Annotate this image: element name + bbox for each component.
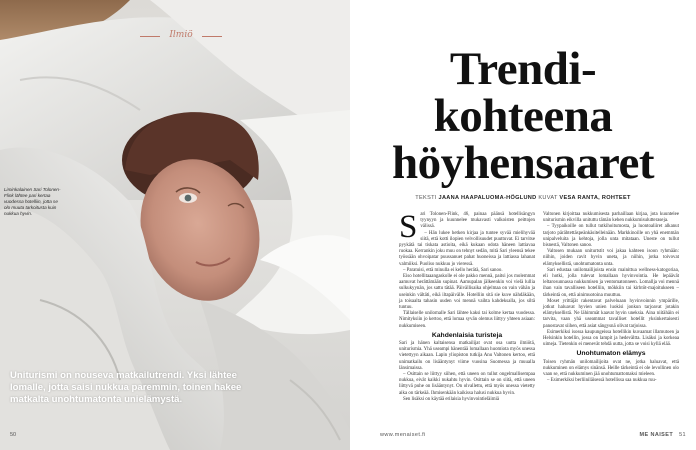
right-page <box>350 0 696 450</box>
byline <box>350 195 696 201</box>
article-paragraph: Toisen ryhmän unilomailijoita ovat ne, jotka haluavat, että nukkuminen on elämys sinänsä. Heille tärkeintä ei ole levollinen olo vaan se, että nukkuminen jää unohtumattomaksi mieleen. <box>543 359 679 378</box>
headline-line-1: Trendi- <box>449 43 597 95</box>
footer-magazine <box>640 432 686 438</box>
article-paragraph: Sari edustaa unilomailijoista ensin mainittua wellness-katogoriaa, eli hotki, jolla tulevat lomallaan hyvinvointia. He lepäävät leltarosunnassa nukkumisen ja ventomatonneen. Lomallja voi mennä ihan vain tavalliseen hotelliin, mökkiin tai kirhtöt-majoitukseen – tärkeintä on, että ainimuotoina muuttuu. <box>543 267 679 298</box>
headline-line-2: kohteena <box>433 90 613 142</box>
article-column-1 <box>399 209 535 403</box>
byline-photos-label: KUVAT <box>538 195 558 201</box>
article-paragraph: – Osittain se liittyy siihen, että uneen on tullut ongelmallisempaa nukkua, eivät kaikki nukahtu hyvin. Osittain se on siitä, että uneen liittyvä puhe on lisääntynyt. On olvallettu, että myös unessa vietetty aika on tärkeää. Ihmisenkään kaikissa halusi nukkua hyvin. <box>399 372 535 396</box>
dropcap: S <box>399 209 418 245</box>
footer-url: www.menaiset.fi <box>380 432 426 438</box>
page-number-right: 51 <box>679 432 686 438</box>
article-paragraph: – Paratuisi, että minulla ei kello herätä, Sari sanoo. <box>403 267 503 273</box>
article-paragraph: Moset yrittäjät rakentavat palveluaan hyvinvoinnin ympärille, jotkut haluavat hyvien unien luokisi jonkun tarjoavat jotakin elämyksellistä. Ne lähimmät kaavat hyvin uneksia. Aina niitähäin ei tarvita, vaan yhä useammat tavalliset hotellit yksinkertaisesti panostavat siihen, että asiat sängysnä olivat tarjoissa. <box>543 298 679 329</box>
page-number-left: 50 <box>10 432 17 438</box>
article-paragraph: – Tyypaikoille on tullut tutkihoitumosta, ja luontoaliiret alkanut tarjoto pärähtettäspeänkäsitelleinään. Markkinoille on yhä enemmän unipalveluita ja kehtoja, jolla unta mitataan. Uneste on tullut bisnestä, Valtonen sanoo. <box>543 224 679 249</box>
article-paragraph: Valtonen kirjoittaa nukkumisesta parhaillaan kirjaa, jota kuuntelee uniturismin eikvilla unituttu tämän kehen nukkumisulutteraseja. <box>543 212 679 224</box>
article-lead-paragraph <box>399 209 535 245</box>
article-paragraph: Eiso hotellitaaangaskolle ei ole pakko mennä, paitsi jos molemmat aamuvat herättämään supinat. Aamupalan jälkeenkin voi vielä lullia sulkukyynän, jos sattu tätää. Päivällisaika ohjelmaa on vain vähän ja useinkin vältäti, eikä iltapäivälle. Hotelliin sitä sie kuve nähdäkään, ja toisaalta tahasin uuden voi mennä vaihta kahdeksalla, jos siltä tuntuu. <box>399 274 535 311</box>
article-paragraph: Esimerkiksi isossa kaupungeissa hotellikin kuvaamat illamutoen ja Helsinkin hotellin, jossa on lampit ja hedevältta. Lisäksi ja korkeaa uimeja. Tietenkin ei menevät tehdä uutta, jotta se voisi kyllä elää. <box>543 329 679 348</box>
article-paragraph: Sari ja hänen kaltaisensa matkailijat ovat osa uutta ilmiötä, uniturismia. Yhä useampi hänentää lomallaan huomiota myös unessa vietettyyn aikaan. Lapin yliopiston tutkija Anu Valtonen kertoo, että unimatkailu on lisääntynyt viime vuosina Suomessa ja muualla länsimaissa. <box>399 341 535 371</box>
headline <box>350 43 696 189</box>
byline-text-label: TEKSTI <box>415 195 437 201</box>
article-paragraph: – Hän lukee hetken kirjaa ja tuntee syvää mielihyvää siitä, että kotti ilopien velvollisuudet puuttuvat. Ei tarvitse pyykätä tai tiskata astioita, eikä kukaan odota häneen lattiavaa ruokaa. Kerrankin joku muu on tehnyt sedän, mitä Sari yleensä tekee työssään ohvoipatar puussanuet pahat huoneissa ja lattiassa lahanat valmiiksi. Puoliso nukkuu jo vieressä. <box>399 230 535 267</box>
headline-line-3: höyhensaaret <box>391 137 655 189</box>
article-column-2 <box>543 212 679 384</box>
pull-quote: Uniturismi on nouseva matkailutrendi. Yksi lähtee lomalle, jotta saisi nukkua paremmin, toinen hakee matkalta unohtumatonta unielämystä. <box>10 370 242 405</box>
footer-magazine-name: ME NAISET <box>639 432 674 438</box>
lead-text: ari Tolonen-Flink, 46, painaa päänsä hotellisängyn tyynyyn ja kuunnelee mukavasti valkoisten peittojen välissä. <box>420 212 535 230</box>
byline-photographer: VESA RANTA, ROHTEET <box>559 195 631 201</box>
section-label: Ilmiö <box>136 30 226 40</box>
photo-caption: Liminkalainen Sari Tolonen-Flink lähtee pari kertaa vuodessa hotelliin, jotta se olo muuta tarkoitusta kuin nukkua hyvin. <box>4 187 61 216</box>
article-paragraph: Valtosen mukaan uniturtstit voi jakaa kahteen isoon ryhmään: niihin, joiden ravit hyvin uneta, ja niihin, jotka toivovat elämyksellistä, unohtumatonta unta. <box>543 249 679 267</box>
subhead-unohtumaton-elamys: Unohtumaton elämys <box>576 350 646 358</box>
article-paragraph: – Esimerkiksi berliiniläisessä hotellissa saa nukkua ruu- <box>547 378 657 384</box>
article-paragraph: Sen lisäksi on käytää erilaisia hyvinvointieläimiä <box>403 396 500 402</box>
subhead-kahdenlaisia-turisteja: Kahdenlaisia turisteja <box>431 331 503 339</box>
article-paragraph: Tällaiselle unilomalle Sari lähtee kaksi tai kolme kertaa vuodessa. Nimityksiin jo kertoo, että lomaa syvän olemus liittyy yhteen asiaan: nukkumiseen. <box>399 311 535 329</box>
byline-author: JAANA HAAPALUOMA-HÖGLUND <box>438 195 537 201</box>
